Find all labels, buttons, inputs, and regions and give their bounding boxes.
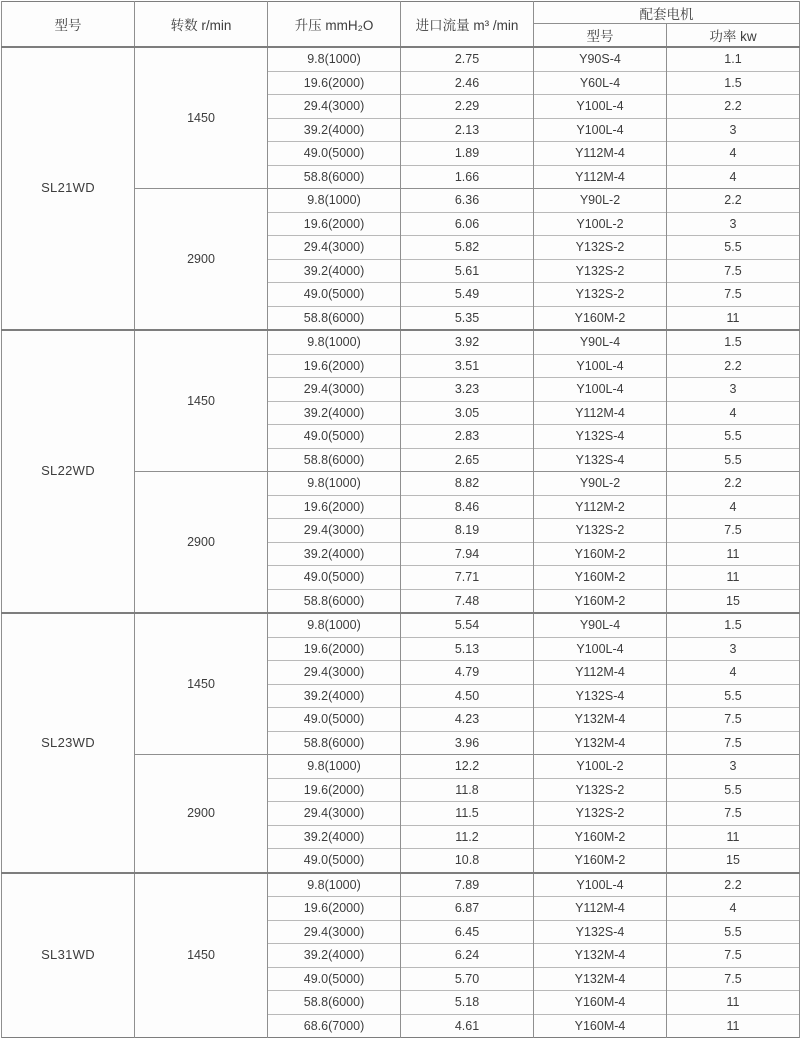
flow-cell: 5.49 xyxy=(401,283,534,307)
pressure-cell: 9.8(1000) xyxy=(268,472,401,496)
motor-model-cell: Y100L-4 xyxy=(534,873,667,897)
motor-power-cell: 11 xyxy=(667,542,800,566)
table-row xyxy=(2,613,800,637)
header-model: 型号 xyxy=(2,2,135,48)
flow-cell: 8.46 xyxy=(401,495,534,519)
table-body xyxy=(2,47,800,1038)
motor-power-cell: 5.5 xyxy=(667,684,800,708)
flow-cell: 4.61 xyxy=(401,1014,534,1038)
pressure-cell: 9.8(1000) xyxy=(268,873,401,897)
pressure-cell: 19.6(2000) xyxy=(268,637,401,661)
flow-cell: 3.05 xyxy=(401,401,534,425)
pressure-cell: 29.4(3000) xyxy=(268,95,401,119)
speed-cell: 2900 xyxy=(135,189,268,331)
flow-cell: 5.35 xyxy=(401,306,534,330)
pressure-cell: 29.4(3000) xyxy=(268,378,401,402)
flow-cell: 5.70 xyxy=(401,967,534,991)
motor-power-cell: 4 xyxy=(667,661,800,685)
flow-cell: 2.46 xyxy=(401,71,534,95)
pressure-cell: 19.6(2000) xyxy=(268,897,401,921)
pressure-cell: 9.8(1000) xyxy=(268,613,401,637)
motor-power-cell: 11 xyxy=(667,1014,800,1038)
motor-power-cell: 7.5 xyxy=(667,731,800,755)
pressure-cell: 9.8(1000) xyxy=(268,189,401,213)
pressure-cell: 39.2(4000) xyxy=(268,944,401,968)
flow-cell: 7.71 xyxy=(401,566,534,590)
table-row xyxy=(2,873,800,897)
motor-power-cell: 7.5 xyxy=(667,259,800,283)
flow-cell: 4.23 xyxy=(401,708,534,732)
motor-power-cell: 2.2 xyxy=(667,354,800,378)
motor-model-cell: Y100L-4 xyxy=(534,378,667,402)
flow-cell: 3.92 xyxy=(401,330,534,354)
motor-model-cell: Y160M-2 xyxy=(534,589,667,613)
motor-model-cell: Y132S-2 xyxy=(534,778,667,802)
pressure-cell: 68.6(7000) xyxy=(268,1014,401,1038)
motor-power-cell: 11 xyxy=(667,991,800,1015)
motor-power-cell: 5.5 xyxy=(667,425,800,449)
motor-power-cell: 11 xyxy=(667,825,800,849)
motor-power-cell: 2.2 xyxy=(667,95,800,119)
flow-cell: 11.5 xyxy=(401,802,534,826)
motor-model-cell: Y112M-4 xyxy=(534,165,667,189)
flow-cell: 2.83 xyxy=(401,425,534,449)
motor-model-cell: Y112M-2 xyxy=(534,495,667,519)
flow-cell: 5.13 xyxy=(401,637,534,661)
motor-model-cell: Y132S-4 xyxy=(534,920,667,944)
table-row xyxy=(2,47,800,71)
flow-cell: 11.2 xyxy=(401,825,534,849)
flow-cell: 6.06 xyxy=(401,212,534,236)
motor-power-cell: 7.5 xyxy=(667,519,800,543)
motor-model-cell: Y132S-2 xyxy=(534,519,667,543)
pressure-cell: 19.6(2000) xyxy=(268,354,401,378)
motor-power-cell: 4 xyxy=(667,897,800,921)
motor-model-cell: Y160M-2 xyxy=(534,849,667,873)
speed-cell: 1450 xyxy=(135,330,268,472)
flow-cell: 6.45 xyxy=(401,920,534,944)
pressure-cell: 19.6(2000) xyxy=(268,778,401,802)
motor-model-cell: Y100L-4 xyxy=(534,354,667,378)
flow-cell: 7.48 xyxy=(401,589,534,613)
pressure-cell: 39.2(4000) xyxy=(268,542,401,566)
speed-cell: 1450 xyxy=(135,613,268,755)
motor-power-cell: 5.5 xyxy=(667,920,800,944)
motor-model-cell: Y90L-4 xyxy=(534,330,667,354)
flow-cell: 3.51 xyxy=(401,354,534,378)
pressure-cell: 49.0(5000) xyxy=(268,967,401,991)
motor-power-cell: 1.5 xyxy=(667,71,800,95)
motor-power-cell: 3 xyxy=(667,118,800,142)
motor-power-cell: 3 xyxy=(667,637,800,661)
motor-power-cell: 4 xyxy=(667,142,800,166)
model-cell: SL31WD xyxy=(2,873,135,1038)
pressure-cell: 19.6(2000) xyxy=(268,212,401,236)
motor-model-cell: Y112M-4 xyxy=(534,897,667,921)
motor-power-cell: 2.2 xyxy=(667,189,800,213)
pressure-cell: 49.0(5000) xyxy=(268,708,401,732)
header-motor-model: 型号 xyxy=(534,24,667,48)
speed-cell: 2900 xyxy=(135,472,268,614)
motor-power-cell: 5.5 xyxy=(667,778,800,802)
flow-cell: 3.96 xyxy=(401,731,534,755)
pressure-cell: 19.6(2000) xyxy=(268,71,401,95)
pressure-cell: 29.4(3000) xyxy=(268,661,401,685)
motor-model-cell: Y160M-2 xyxy=(534,306,667,330)
flow-cell: 2.13 xyxy=(401,118,534,142)
motor-model-cell: Y132M-4 xyxy=(534,967,667,991)
motor-model-cell: Y100L-4 xyxy=(534,118,667,142)
motor-power-cell: 7.5 xyxy=(667,283,800,307)
flow-cell: 8.82 xyxy=(401,472,534,496)
motor-power-cell: 4 xyxy=(667,165,800,189)
flow-cell: 10.8 xyxy=(401,849,534,873)
pressure-cell: 39.2(4000) xyxy=(268,259,401,283)
motor-model-cell: Y160M-2 xyxy=(534,542,667,566)
flow-cell: 1.66 xyxy=(401,165,534,189)
motor-model-cell: Y160M-2 xyxy=(534,825,667,849)
motor-model-cell: Y132S-2 xyxy=(534,259,667,283)
flow-cell: 5.18 xyxy=(401,991,534,1015)
pressure-cell: 29.4(3000) xyxy=(268,236,401,260)
motor-power-cell: 7.5 xyxy=(667,708,800,732)
pressure-cell: 9.8(1000) xyxy=(268,330,401,354)
flow-cell: 4.50 xyxy=(401,684,534,708)
speed-cell: 1450 xyxy=(135,873,268,1038)
motor-model-cell: Y100L-4 xyxy=(534,95,667,119)
motor-model-cell: Y132S-2 xyxy=(534,283,667,307)
motor-power-cell: 15 xyxy=(667,849,800,873)
flow-cell: 11.8 xyxy=(401,778,534,802)
motor-power-cell: 1.5 xyxy=(667,330,800,354)
motor-power-cell: 3 xyxy=(667,378,800,402)
motor-model-cell: Y132M-4 xyxy=(534,944,667,968)
motor-power-cell: 7.5 xyxy=(667,944,800,968)
flow-cell: 7.89 xyxy=(401,873,534,897)
flow-cell: 6.24 xyxy=(401,944,534,968)
motor-model-cell: Y90L-2 xyxy=(534,189,667,213)
pressure-cell: 39.2(4000) xyxy=(268,684,401,708)
flow-cell: 6.87 xyxy=(401,897,534,921)
motor-model-cell: Y60L-4 xyxy=(534,71,667,95)
pressure-cell: 49.0(5000) xyxy=(268,142,401,166)
motor-power-cell: 5.5 xyxy=(667,448,800,472)
flow-cell: 2.65 xyxy=(401,448,534,472)
model-cell: SL23WD xyxy=(2,613,135,873)
model-cell: SL21WD xyxy=(2,47,135,330)
motor-model-cell: Y112M-4 xyxy=(534,401,667,425)
pressure-cell: 58.8(6000) xyxy=(268,589,401,613)
motor-power-cell: 5.5 xyxy=(667,236,800,260)
motor-model-cell: Y132M-4 xyxy=(534,731,667,755)
motor-model-cell: Y132S-4 xyxy=(534,425,667,449)
table-header xyxy=(2,2,800,48)
pressure-cell: 9.8(1000) xyxy=(268,47,401,71)
motor-power-cell: 7.5 xyxy=(667,802,800,826)
flow-cell: 8.19 xyxy=(401,519,534,543)
motor-model-cell: Y112M-4 xyxy=(534,142,667,166)
motor-power-cell: 11 xyxy=(667,306,800,330)
motor-model-cell: Y100L-2 xyxy=(534,755,667,779)
flow-cell: 4.79 xyxy=(401,661,534,685)
motor-power-cell: 3 xyxy=(667,755,800,779)
motor-model-cell: Y100L-4 xyxy=(534,637,667,661)
pressure-cell: 58.8(6000) xyxy=(268,448,401,472)
pressure-cell: 58.8(6000) xyxy=(268,306,401,330)
model-cell: SL22WD xyxy=(2,330,135,613)
motor-model-cell: Y160M-4 xyxy=(534,1014,667,1038)
motor-model-cell: Y132S-4 xyxy=(534,684,667,708)
motor-power-cell: 1.5 xyxy=(667,613,800,637)
header-pressure: 升压 mmH₂O xyxy=(268,2,401,48)
motor-model-cell: Y112M-4 xyxy=(534,661,667,685)
flow-cell: 5.54 xyxy=(401,613,534,637)
flow-cell: 6.36 xyxy=(401,189,534,213)
pressure-cell: 58.8(6000) xyxy=(268,731,401,755)
flow-cell: 1.89 xyxy=(401,142,534,166)
motor-power-cell: 4 xyxy=(667,495,800,519)
flow-cell: 12.2 xyxy=(401,755,534,779)
pressure-cell: 49.0(5000) xyxy=(268,425,401,449)
pressure-cell: 29.4(3000) xyxy=(268,920,401,944)
motor-power-cell: 2.2 xyxy=(667,472,800,496)
table-row xyxy=(2,330,800,354)
pressure-cell: 9.8(1000) xyxy=(268,755,401,779)
motor-model-cell: Y100L-2 xyxy=(534,212,667,236)
motor-model-cell: Y160M-4 xyxy=(534,991,667,1015)
flow-cell: 7.94 xyxy=(401,542,534,566)
pressure-cell: 29.4(3000) xyxy=(268,519,401,543)
pressure-cell: 39.2(4000) xyxy=(268,118,401,142)
pressure-cell: 58.8(6000) xyxy=(268,165,401,189)
speed-cell: 1450 xyxy=(135,47,268,189)
pressure-cell: 29.4(3000) xyxy=(268,802,401,826)
pressure-cell: 39.2(4000) xyxy=(268,825,401,849)
motor-power-cell: 4 xyxy=(667,401,800,425)
pressure-cell: 49.0(5000) xyxy=(268,849,401,873)
motor-model-cell: Y132S-4 xyxy=(534,448,667,472)
pressure-cell: 39.2(4000) xyxy=(268,401,401,425)
motor-power-cell: 15 xyxy=(667,589,800,613)
motor-power-cell: 11 xyxy=(667,566,800,590)
header-flow: 进口流量 m³ /min xyxy=(401,2,534,48)
speed-cell: 2900 xyxy=(135,755,268,873)
motor-power-cell: 2.2 xyxy=(667,873,800,897)
motor-model-cell: Y90S-4 xyxy=(534,47,667,71)
pressure-cell: 19.6(2000) xyxy=(268,495,401,519)
spec-table xyxy=(1,1,800,1038)
flow-cell: 2.75 xyxy=(401,47,534,71)
motor-model-cell: Y160M-2 xyxy=(534,566,667,590)
motor-model-cell: Y90L-2 xyxy=(534,472,667,496)
motor-model-cell: Y132S-2 xyxy=(534,236,667,260)
header-speed: 转数 r/min xyxy=(135,2,268,48)
motor-model-cell: Y90L-4 xyxy=(534,613,667,637)
motor-model-cell: Y132M-4 xyxy=(534,708,667,732)
pressure-cell: 49.0(5000) xyxy=(268,566,401,590)
motor-power-cell: 3 xyxy=(667,212,800,236)
flow-cell: 2.29 xyxy=(401,95,534,119)
header-motor-group: 配套电机 xyxy=(534,2,800,24)
header-motor-power: 功率 kw xyxy=(667,24,800,48)
flow-cell: 3.23 xyxy=(401,378,534,402)
flow-cell: 5.61 xyxy=(401,259,534,283)
flow-cell: 5.82 xyxy=(401,236,534,260)
motor-power-cell: 1.1 xyxy=(667,47,800,71)
motor-power-cell: 7.5 xyxy=(667,967,800,991)
pressure-cell: 49.0(5000) xyxy=(268,283,401,307)
motor-model-cell: Y132S-2 xyxy=(534,802,667,826)
pressure-cell: 58.8(6000) xyxy=(268,991,401,1015)
